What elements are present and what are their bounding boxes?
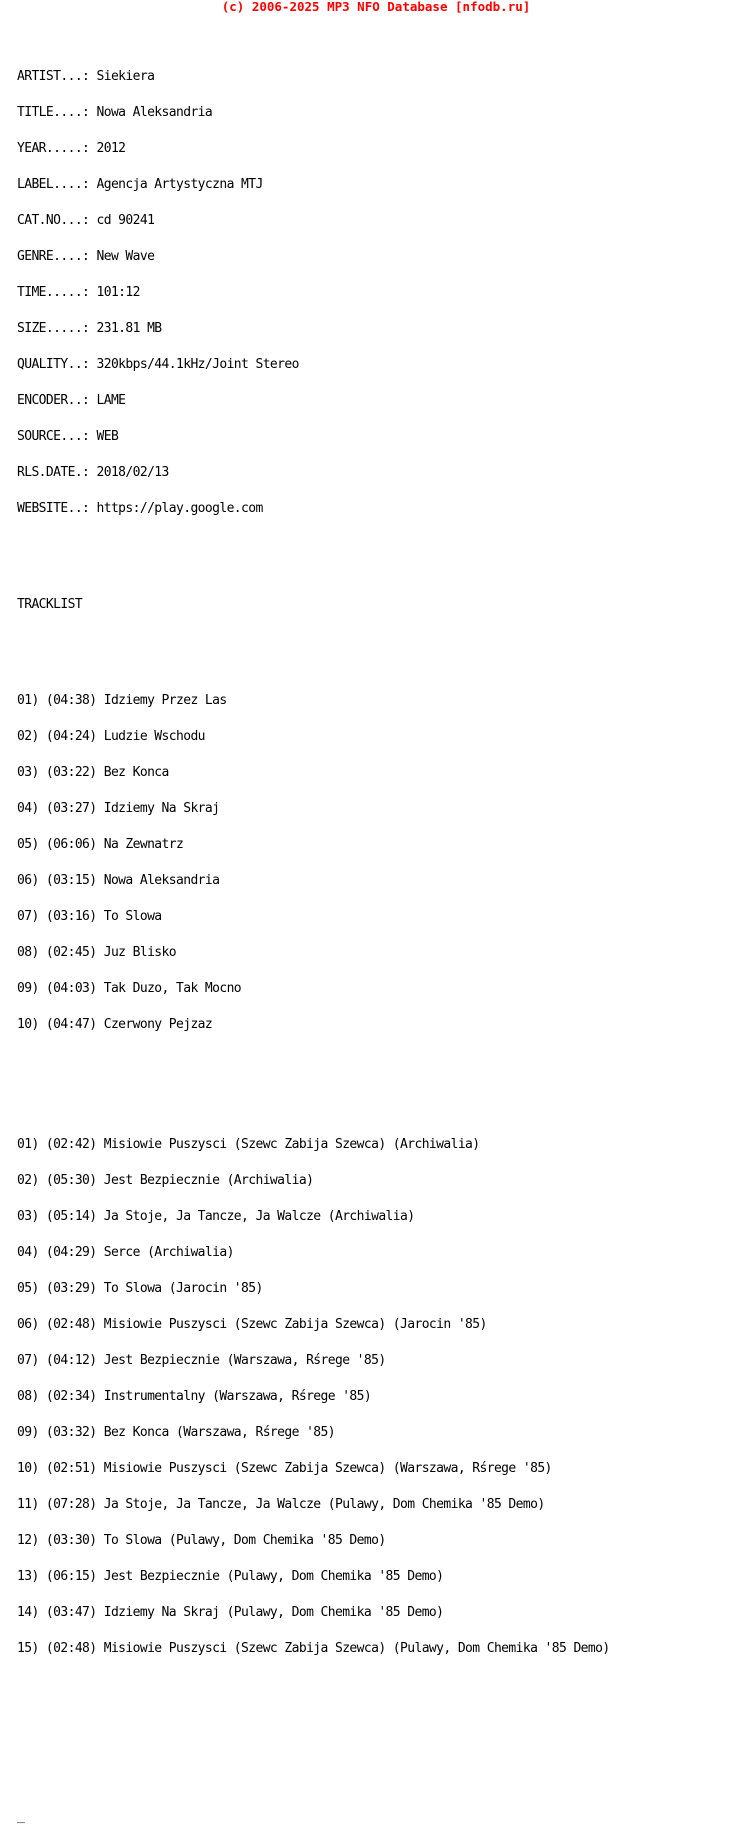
track-row: 04) (04:29) Serce (Archiwalia) [17, 1245, 234, 1260]
track-row: 09) (04:03) Tak Duzo, Tak Mocno [17, 981, 242, 996]
track-row: 07) (03:16) To Slowa [17, 909, 162, 924]
track-row: 06) (02:48) Misiowie Puszysci (Szewc Zabija Szewca) (Jarocin '85) [17, 1317, 487, 1332]
info-release-date: RLS.DATE.: 2018/02/13 [17, 465, 169, 480]
track-row: 03) (05:14) Ja Stoje, Ja Tancze, Ja Walcze (Archiwalia) [17, 1209, 415, 1224]
info-label: LABEL....: Agencja Artystyczna MTJ [17, 177, 263, 192]
info-catalog-number: CAT.NO...: cd 90241 [17, 213, 155, 228]
track-row: 02) (05:30) Jest Bezpiecznie (Archiwalia) [17, 1173, 314, 1188]
track-row: 04) (03:27) Idziemy Na Skraj [17, 801, 220, 816]
tracklist-heading: TRACKLIST [17, 597, 83, 612]
track-row: 08) (02:34) Instrumentalny (Warszawa, Rśrege '85) [17, 1389, 372, 1404]
info-artist: ARTIST...: Siekiera [17, 69, 155, 84]
spacer [17, 635, 610, 647]
spacer [17, 1703, 610, 1715]
track-row: 05) (03:29) To Slowa (Jarocin '85) [17, 1281, 263, 1296]
spacer [17, 1079, 610, 1091]
spacer [17, 1775, 610, 1787]
info-source: SOURCE...: WEB [17, 429, 119, 444]
info-encoder: ENCODER..: LAME [17, 393, 126, 408]
track-row: 02) (04:24) Ludzie Wschodu [17, 729, 205, 744]
disc2-tracklist [17, 1115, 610, 1679]
text-cursor: _ [17, 1809, 25, 1824]
track-row: 15) (02:48) Misiowie Puszysci (Szewc Zabija Szewca) (Pulawy, Dom Chemika '85 Demo) [17, 1641, 610, 1656]
info-title: TITLE....: Nowa Aleksandria [17, 105, 213, 120]
nfodb-copyright-banner: (c) 2006-2025 MP3 NFO Database [nfodb.ru] [221, 0, 531, 14]
track-row: 01) (02:42) Misiowie Puszysci (Szewc Zabija Szewca) (Archiwalia) [17, 1137, 480, 1152]
track-row: 10) (04:47) Czerwony Pejzaz [17, 1017, 213, 1032]
track-row: 12) (03:30) To Slowa (Pulawy, Dom Chemika '85 Demo) [17, 1533, 386, 1548]
info-genre: GENRE....: New Wave [17, 249, 155, 264]
track-row: 11) (07:28) Ja Stoje, Ja Tancze, Ja Walcze (Pulawy, Dom Chemika '85 Demo) [17, 1497, 545, 1512]
track-row: 03) (03:22) Bez Konca [17, 765, 169, 780]
nfo-text-block [17, 23, 610, 1835]
release-info [17, 47, 610, 539]
track-row: 06) (03:15) Nowa Aleksandria [17, 873, 220, 888]
disc1-tracklist [17, 671, 610, 1055]
track-row: 01) (04:38) Idziemy Przez Las [17, 693, 227, 708]
track-row: 14) (03:47) Idziemy Na Skraj (Pulawy, Dom Chemika '85 Demo) [17, 1605, 444, 1620]
track-row: 07) (04:12) Jest Bezpiecznie (Warszawa, Rśrege '85) [17, 1353, 386, 1368]
info-time: TIME.....: 101:12 [17, 285, 140, 300]
spacer [17, 563, 610, 575]
info-website: WEBSITE..: https://play.google.com [17, 501, 263, 516]
info-size: SIZE.....: 231.81 MB [17, 321, 162, 336]
info-year: YEAR.....: 2012 [17, 141, 126, 156]
track-row: 09) (03:32) Bez Konca (Warszawa, Rśrege '85) [17, 1425, 335, 1440]
track-row: 10) (02:51) Misiowie Puszysci (Szewc Zabija Szewca) (Warszawa, Rśrege '85) [17, 1461, 552, 1476]
track-row: 05) (06:06) Na Zewnatrz [17, 837, 184, 852]
track-row: 08) (02:45) Juz Blisko [17, 945, 176, 960]
track-row: 13) (06:15) Jest Bezpiecznie (Pulawy, Dom Chemika '85 Demo) [17, 1569, 444, 1584]
info-quality: QUALITY..: 320kbps/44.1kHz/Joint Stereo [17, 357, 299, 372]
spacer [17, 1739, 610, 1751]
